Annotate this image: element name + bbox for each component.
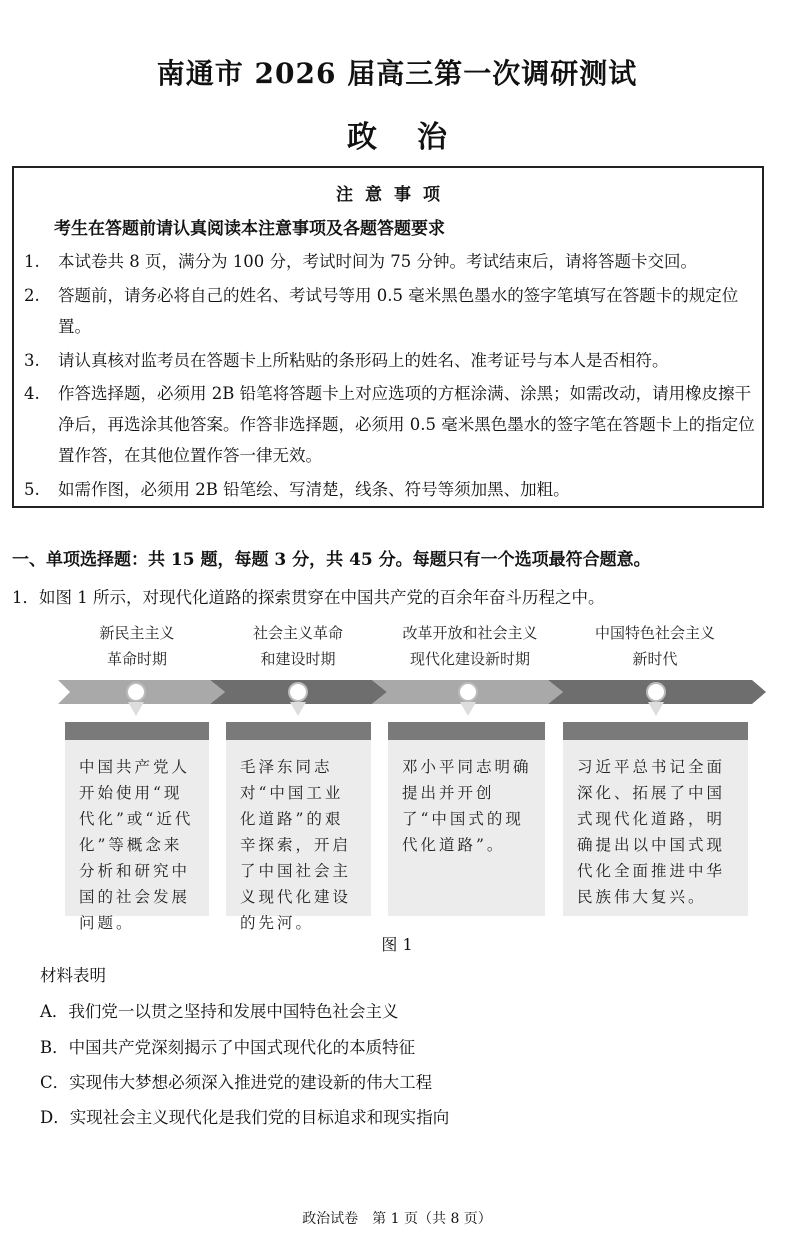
period-card — [65, 722, 209, 932]
timeline-pin — [459, 683, 477, 716]
notice-item-number: 1. — [24, 252, 40, 271]
option-text: 中国共产党深刻揭示了中国式现代化的本质特征 — [68, 1038, 416, 1057]
card-header-bar — [65, 722, 209, 740]
answer-option — [40, 1104, 449, 1128]
notice-item — [24, 378, 759, 471]
option-text: 我们党一以贯之坚持和发展中国特色社会主义 — [68, 1002, 399, 1021]
option-text: 实现社会主义现代化是我们党的目标追求和现实指向 — [69, 1108, 450, 1127]
period-card — [563, 722, 748, 916]
period-label-line: 新时代 — [632, 650, 678, 668]
notice-item-number: 5. — [24, 480, 40, 499]
notice-item — [24, 246, 759, 277]
option-text: 实现伟大梦想必须深入推进党的建设新的伟大工程 — [69, 1073, 433, 1092]
period-label — [223, 620, 373, 672]
notice-item-number: 3. — [24, 351, 40, 370]
period-label-line: 现代化建设新时期 — [409, 650, 530, 668]
notice-item-text: 如需作图，必须用 2B 铅笔绘、写清楚，线条、符号等须加黑、加粗。 — [58, 480, 570, 499]
period-label-line: 革命时期 — [106, 650, 167, 668]
notice-heading: 注意事项 — [336, 185, 452, 205]
section-heading: 一、单项选择题：共 15 题，每题 3 分，共 45 分。每题只有一个选项最符合题意。 — [12, 550, 651, 570]
timeline-arrow — [0, 670, 794, 730]
option-label: B． — [40, 1038, 69, 1057]
card-text: 中国共产党人开始使用“现代化”或“近代化”等概念来分析和研究中国的社会发展问题。 — [79, 758, 194, 932]
period-label-line: 改革开放和社会主义 — [402, 624, 538, 642]
notice-item-text: 答题前，请务必将自己的姓名、考试号等用 0.5 毫米黑色墨水的签字笔填写在答题卡的规定位置。 — [58, 286, 739, 336]
notice-item — [24, 474, 759, 505]
period-label — [62, 620, 212, 672]
notice-item — [24, 280, 759, 342]
period-label — [580, 620, 730, 672]
notice-item-number: 4. — [24, 384, 40, 403]
card-text: 毛泽东同志对“中国工业化道路”的艰辛探索，开启了中国社会主义现代化建设的先河。 — [240, 758, 352, 932]
card-text: 邓小平同志明确提出并开创了“中国式的现代化道路”。 — [402, 758, 532, 854]
answer-option — [40, 1069, 432, 1093]
question-lead: 材料表明 — [40, 966, 106, 985]
period-card — [226, 722, 371, 932]
timeline-pin — [127, 683, 145, 716]
option-label: C． — [40, 1073, 70, 1092]
subject-title: 政治 — [347, 120, 487, 155]
period-card — [388, 722, 545, 916]
notice-item-number: 2. — [24, 286, 40, 305]
card-text: 习近平总书记全面深化、拓展了中国式现代化道路，明确提出以中国式现代化全面推进中华民族伟大复兴。 — [577, 758, 726, 906]
option-label: D． — [40, 1108, 70, 1127]
period-label-line: 社会主义革命 — [252, 624, 343, 642]
period-label — [385, 620, 555, 672]
option-label: A． — [40, 1002, 69, 1021]
question-stem: 1．如图 1 所示，对现代化道路的探索贯穿在中国共产党的百余年奋斗历程之中。 — [12, 588, 605, 607]
notice-box — [12, 166, 764, 508]
notice-item-text: 作答选择题，必须用 2B 铅笔将答题卡上对应选项的方框涂满、涂黑；如需改动，请用橡皮擦干净后，再选涂其他答案。作答非选择题，必须用 0.5 毫米黑色墨水的签字笔在答题卡上的指定位置作答，在其他位置作答一律无效。 — [58, 384, 755, 465]
exam-title: 南通市 2026 届高三第一次调研测试 — [156, 57, 638, 90]
figure-caption: 图 1 — [381, 935, 413, 954]
card-header-bar — [563, 722, 748, 740]
card-header-bar — [226, 722, 371, 740]
answer-option — [40, 998, 398, 1022]
answer-option — [40, 1034, 415, 1058]
notice-item-text: 本试卷共 8 页，满分为 100 分，考试时间为 75 分钟。考试结束后，请将答题卡交回。 — [58, 252, 697, 271]
card-header-bar — [388, 722, 545, 740]
page-footer: 政治试卷 第 1 页（共 8 页） — [302, 1211, 492, 1227]
period-label-line: 新民主主义 — [99, 624, 175, 642]
notice-subheading: 考生在答题前请认真阅读本注意事项及各题答题要求 — [54, 219, 445, 239]
timeline-pin — [289, 683, 307, 716]
period-label-line: 和建设时期 — [260, 650, 336, 668]
timeline-pin — [647, 683, 665, 716]
notice-item — [24, 345, 759, 376]
period-label-line: 中国特色社会主义 — [594, 624, 715, 642]
notice-item-text: 请认真核对监考员在答题卡上所粘贴的条形码上的姓名、准考证号与本人是否相符。 — [58, 351, 669, 370]
